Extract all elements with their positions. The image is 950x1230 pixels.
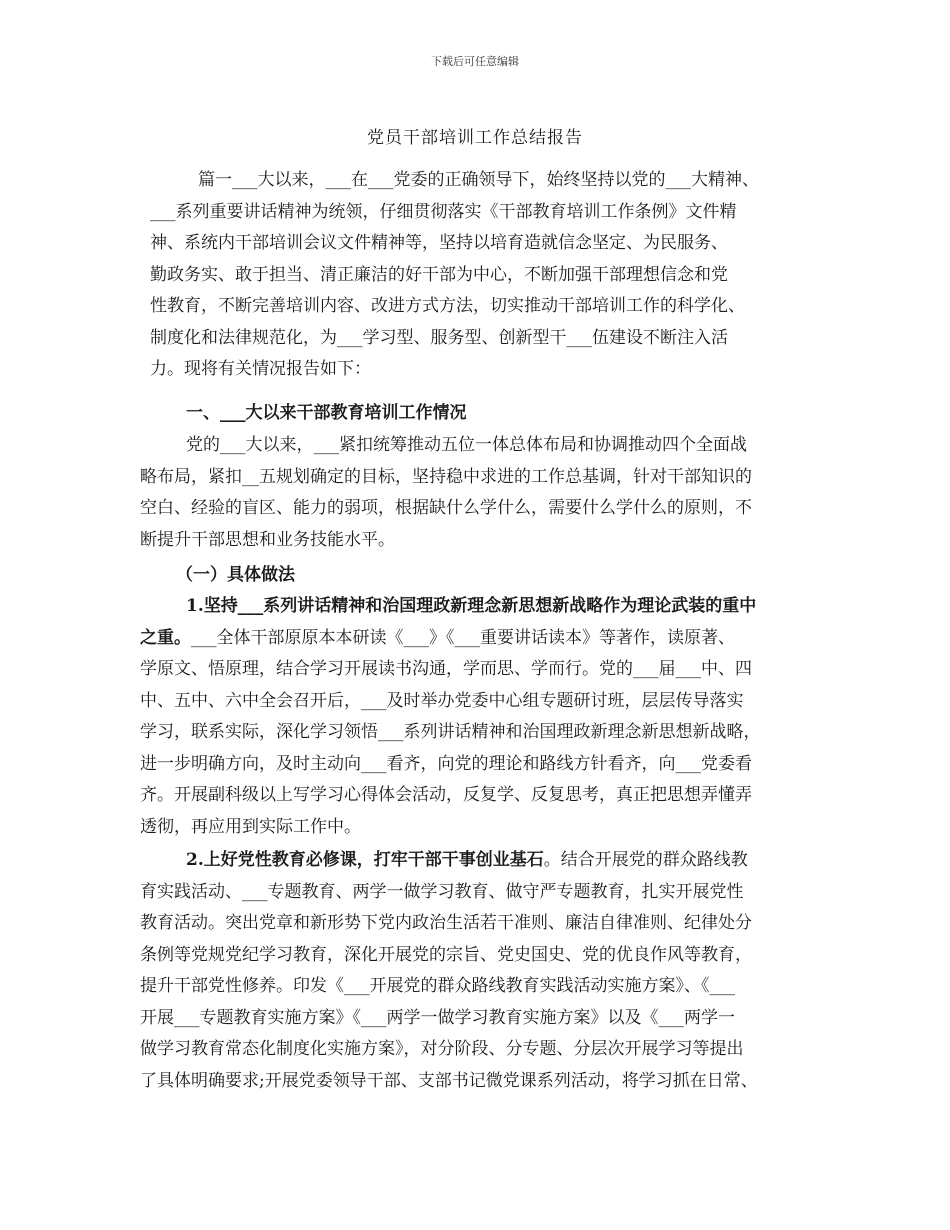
item1-paragraph [140, 591, 820, 843]
item2-line [140, 845, 820, 877]
intro-paragraph [150, 165, 820, 386]
item1-line: 学习，联系实际，深化学习领悟___系列讲话精神和治国理政新理念新思想新战略， [140, 722, 761, 742]
item2-line: 开展___专题教育实施方案》《___两学一做学习教育实施方案》以及《___两学一 [140, 1007, 735, 1028]
intro-line: 篇一___大以来，___在___党委的正确领导下，始终坚持以党的___大精神、 [198, 170, 759, 190]
item1-bold-line: 1.坚持___系列讲话精神和治国理政新理念新思想新战略作为理论武装的重中 [186, 596, 757, 616]
section1-line: 略布局，紧扣__五规划确定的目标，坚持稳中求进的工作总基调，针对干部知识的 [140, 466, 752, 487]
item1-bold-end: 之重。 [140, 627, 191, 648]
item1-line: 齐。开展副科级以上写学习心得体会活动，反复学、反复思考，真正把思想弄懂弄 [140, 785, 752, 805]
subsection-heading: （一）具体做法 [176, 565, 295, 585]
document-title: 党员干部培训工作总结报告 [367, 128, 583, 148]
section1-line: 断提升干部思想和业务技能水平。 [140, 529, 395, 550]
item2-line: 育实践活动、___专题教育、两学一做学习教育、做守严专题教育，扎实开展党性 [140, 881, 744, 902]
item2-line-rest: 。结合开展党的群众路线教 [543, 850, 748, 870]
item2-line: 做学习教育常态化制度化实施方案》，对分阶段、分专题、分层次开展学习等提出 [140, 1039, 744, 1059]
item2-line: 了具体明确要求;开展党委领导干部、支部书记微党课系列活动，将学习抓在日常、 [140, 1070, 758, 1091]
item1-line: 进一步明确方向，及时主动向___看齐，向党的理论和路线方针看齐，向___党委看 [140, 753, 752, 774]
intro-line: ___系列重要讲话精神为统领，仔细贯彻落实《干部教育培训工作条例》文件精 [150, 201, 737, 222]
item2-line: 教育活动。突出党章和新形势下党内政治生活若干准则、廉洁自律准则、纪律处分 [140, 913, 752, 933]
intro-line: 勤政务实、敢于担当、清正廉洁的好干部为中心，不断加强干部理想信念和党 [150, 264, 728, 285]
section1-line: 空白、经验的盲区、能力的弱项，根据缺什么学什么，需要什么学什么的原则，不 [140, 498, 752, 518]
item2-paragraph [140, 845, 820, 1097]
intro-line: 制度化和法律规范化，为___学习型、服务型、创新型干___伍建设不断注入活 [150, 327, 728, 348]
intro-line: 神、系统内干部培训会议文件精神等，坚持以培育造就信念坚定、为民服务、 [150, 233, 728, 253]
header-note: 下载后可任意编辑 [431, 55, 519, 68]
item2-line: 提升干部党性修养。印发《___开展党的群众路线教育实践活动实施方案》、《___ [140, 976, 735, 996]
item1-line: 中、五中、六中全会召开后，___及时举办党委中心组专题研讨班，层层传导落实 [140, 690, 744, 711]
section-heading: 一、___大以来干部教育培训工作情况 [186, 403, 467, 423]
item2-line: 条例等党规党纪学习教育，深化开展党的宗旨、党史国史、党的优良作风等教育， [140, 944, 752, 965]
item1-line: 透彻，再应用到实际工作中。 [140, 816, 361, 837]
intro-line: 力。现将有关情况报告如下： [150, 359, 371, 379]
intro-line: 性教育，不断完善培训内容、改进方式方法，切实推动干部培训工作的科学化、 [150, 296, 745, 316]
item1-line [140, 623, 820, 655]
item2-bold-heading: 2.上好党性教育必修课，打牢干部干事创业基石 [186, 850, 544, 870]
section1-paragraph [140, 430, 820, 556]
section1-line: 党的___大以来，___紧扣统筹推动五位一体总体布局和协调推动四个全面战 [186, 435, 747, 455]
item1-line: 学原文、悟原理，结合学习开展读书沟通，学而思、学而行。党的___届___中、四 [140, 659, 752, 679]
item1-line-rest: ___全体干部原原本本研读《___》《___重要讲话读本》等著作，读原著、 [191, 627, 735, 648]
